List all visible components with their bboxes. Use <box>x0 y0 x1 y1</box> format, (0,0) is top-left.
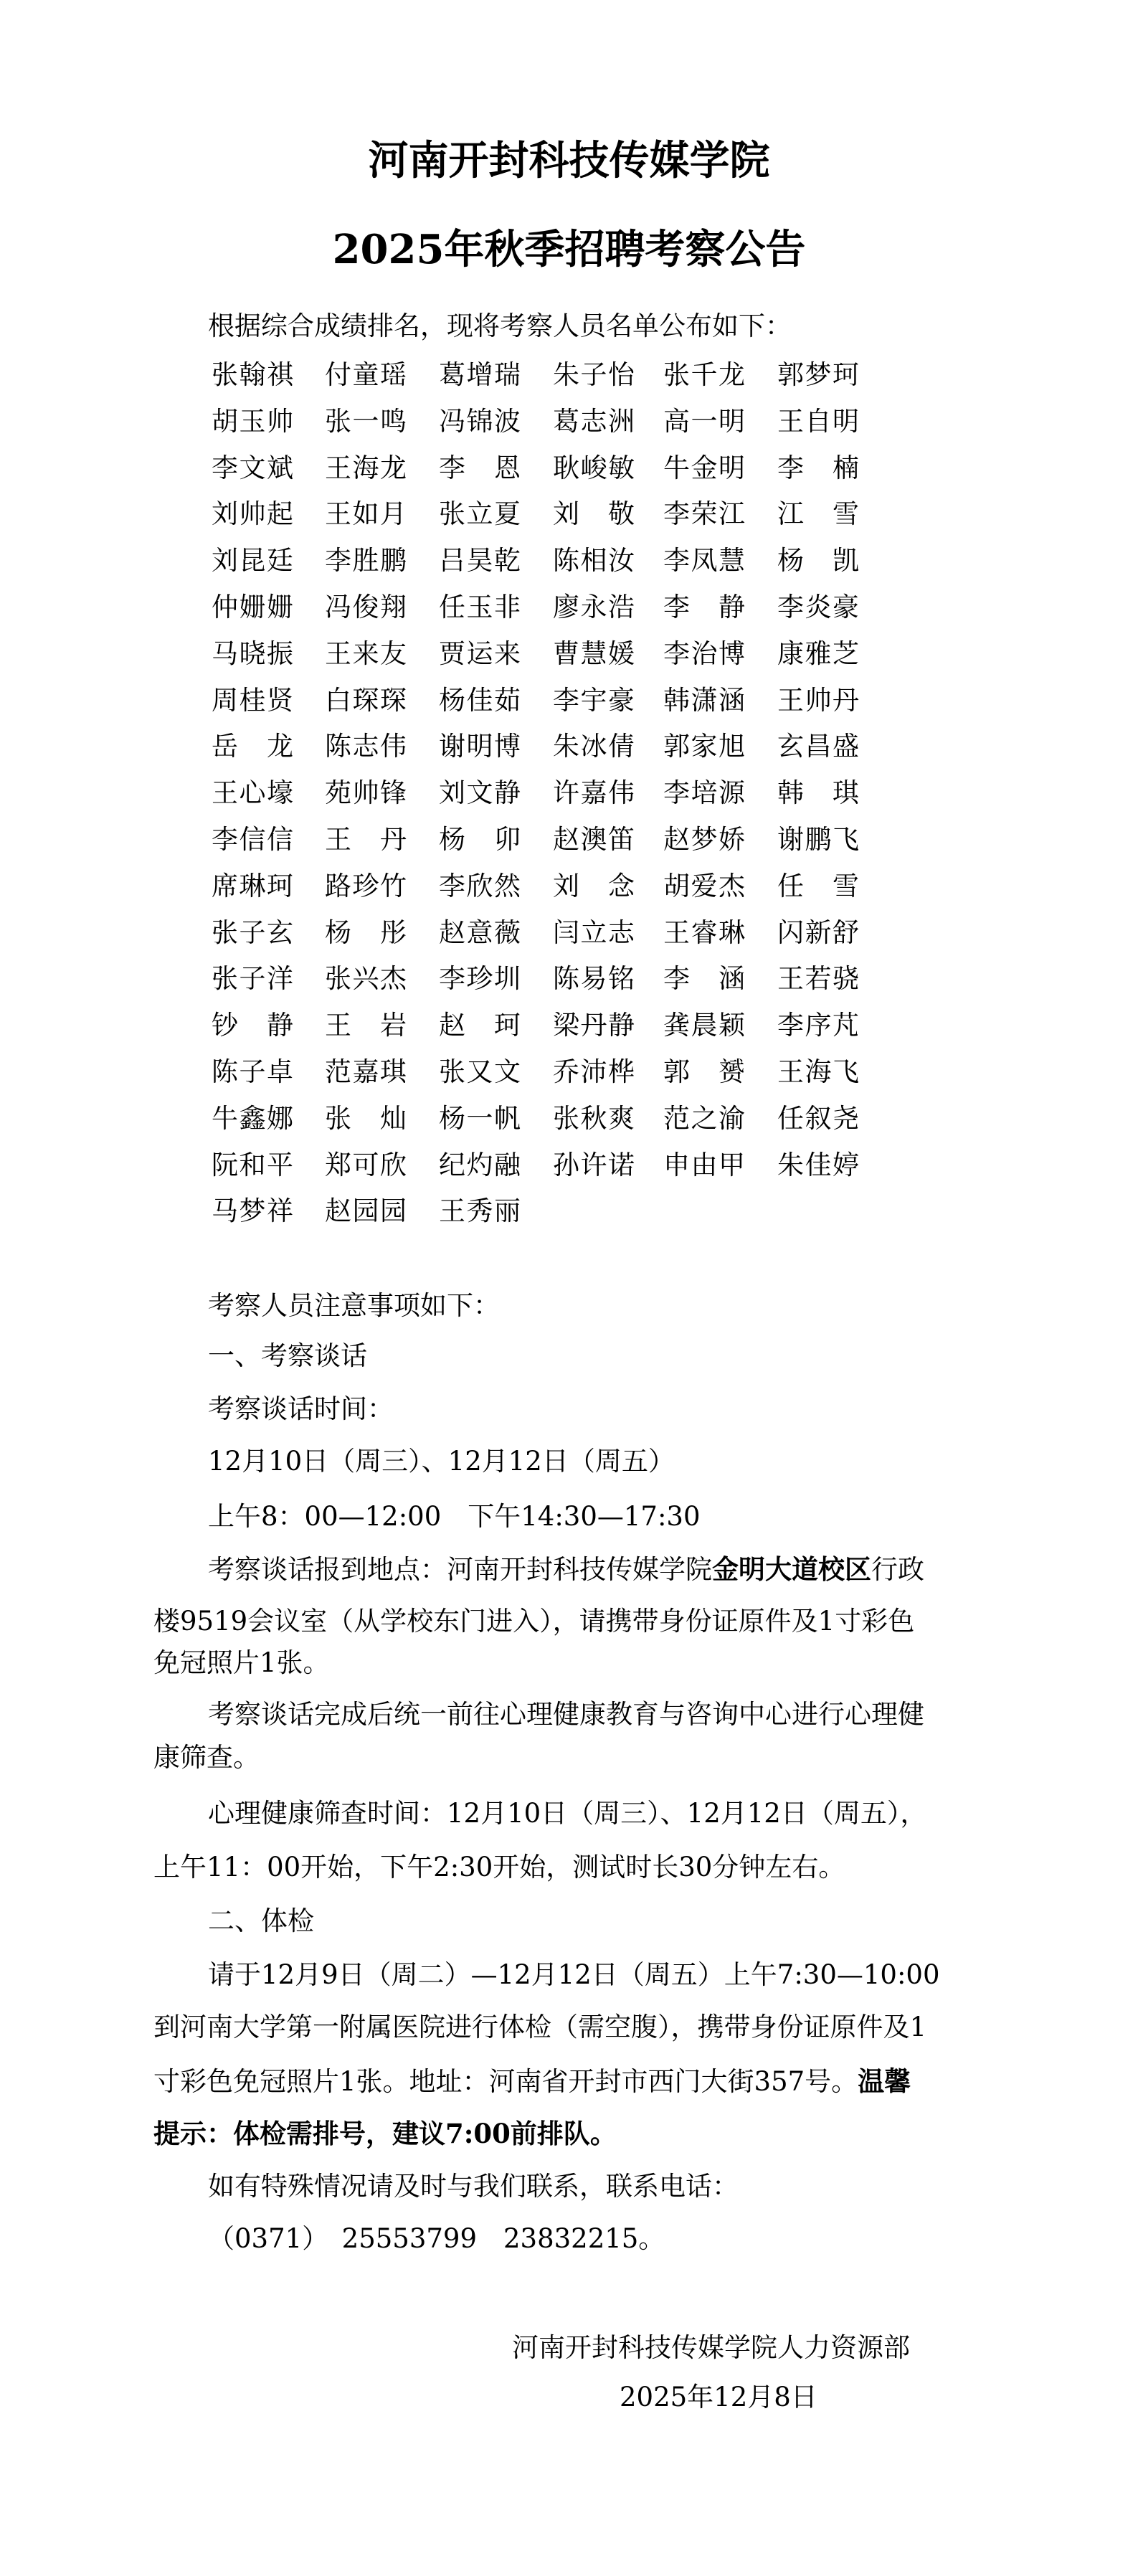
candidate-name: 马晓振 <box>212 638 293 669</box>
candidate-name: 付童瑶 <box>325 359 407 390</box>
candidate-name: 刘昆廷 <box>212 545 293 577</box>
candidate-name: 任 雪 <box>777 870 859 901</box>
location-text: 考察谈话报到地点：河南开封科技传媒学院 <box>208 1554 712 1585</box>
candidate-name: 李 静 <box>663 592 745 622</box>
candidate-name: 杨一帆 <box>439 1102 521 1134</box>
candidate-name: 孙许诺 <box>553 1149 635 1180</box>
candidate-name: 康雅芝 <box>777 638 859 669</box>
candidate-name: 龚晨颖 <box>663 1010 745 1041</box>
candidate-name: 郭梦珂 <box>777 359 859 390</box>
section-2-heading: 二、体检 <box>208 1905 314 1936</box>
interview-location-line1 <box>208 1553 924 1585</box>
candidate-name: 许嘉伟 <box>553 777 635 809</box>
candidate-name: 李荣江 <box>663 498 745 530</box>
medical-exam-line2: 到河南大学第一附属医院进行体检（需空腹），携带身份证原件及1 <box>153 2012 927 2042</box>
candidate-name: 贾运来 <box>439 638 521 669</box>
candidate-name: 苑帅锋 <box>325 777 407 809</box>
interview-dates: 12月10日（周三）、12月12日（周五） <box>208 1446 675 1477</box>
candidate-name: 刘帅起 <box>212 498 293 530</box>
psych-time-line2: 上午11：00开始，下午2:30开始，测试时长30分钟左右。 <box>153 1852 845 1883</box>
candidate-name: 韩潇涵 <box>663 684 745 716</box>
candidate-name: 陈子卓 <box>212 1056 293 1087</box>
candidate-name: 陈志伟 <box>325 731 407 762</box>
candidate-name: 王帅丹 <box>777 684 859 716</box>
candidate-name: 阮和平 <box>212 1149 293 1180</box>
interview-location-line3: 免冠照片1张。 <box>153 1647 330 1678</box>
candidate-name: 杨佳茹 <box>439 684 521 716</box>
interview-location-line2: 楼9519会议室（从学校东门进入），请携带身份证原件及1寸彩色 <box>153 1606 915 1637</box>
candidate-name: 张子玄 <box>212 917 293 948</box>
candidate-name: 赵 珂 <box>439 1010 521 1041</box>
candidate-name: 李凤慧 <box>663 545 745 577</box>
signature-date: 2025年12月8日 <box>620 2382 817 2412</box>
candidate-name: 刘 念 <box>553 870 635 901</box>
candidate-name: 刘 敬 <box>553 498 635 530</box>
candidate-name: 郭 赟 <box>663 1056 745 1087</box>
candidate-name: 梁丹静 <box>553 1010 635 1041</box>
psych-screening-line1: 考察谈话完成后统一前往心理健康教育与咨询中心进行心理健 <box>208 1699 924 1730</box>
candidate-name: 谢鹏飞 <box>777 824 859 855</box>
candidate-name: 冯锦波 <box>439 405 521 437</box>
candidate-name: 杨 凯 <box>777 545 859 577</box>
candidate-name: 张一鸣 <box>325 405 407 437</box>
candidate-name: 王海龙 <box>325 452 407 483</box>
candidate-name: 韩 琪 <box>777 777 859 809</box>
psych-screening-line2: 康筛查。 <box>153 1742 260 1773</box>
document-subtitle: 2025年秋季招聘考察公告 <box>332 226 806 273</box>
candidate-name: 李培源 <box>663 777 745 809</box>
signature-department: 河南开封科技传媒学院人力资源部 <box>512 2332 910 2363</box>
candidate-name: 席琳珂 <box>212 870 293 901</box>
notes-heading: 考察人员注意事项如下： <box>208 1290 500 1321</box>
candidate-name: 赵梦娇 <box>663 824 745 855</box>
candidate-name: 仲姗姗 <box>212 592 293 622</box>
candidate-name: 张兴杰 <box>325 963 407 995</box>
candidate-name: 王 丹 <box>325 824 407 855</box>
candidate-name: 冯俊翔 <box>325 592 407 622</box>
candidate-name: 张子洋 <box>212 963 293 995</box>
candidate-name: 任叙尧 <box>777 1102 859 1134</box>
candidate-name: 李 恩 <box>439 452 521 483</box>
candidate-name: 胡玉帅 <box>212 405 293 437</box>
candidate-name: 葛增瑞 <box>439 359 521 390</box>
candidate-name: 高一明 <box>663 405 745 437</box>
candidate-name: 赵澳笛 <box>553 824 635 855</box>
medical-exam-line3 <box>153 2065 911 2097</box>
interview-hours: 上午8：00—12:00 下午14:30—17:30 <box>208 1501 701 1532</box>
document-title: 河南开封科技传媒学院 <box>368 137 770 184</box>
candidate-name: 葛志洲 <box>553 405 635 437</box>
candidate-name: 王海飞 <box>777 1056 859 1087</box>
candidate-name: 牛鑫娜 <box>212 1102 293 1134</box>
candidate-name: 钞 静 <box>212 1010 293 1041</box>
candidate-name: 范之渝 <box>663 1102 745 1134</box>
candidate-name: 陈易铭 <box>553 963 635 995</box>
candidate-name: 任玉非 <box>439 592 521 622</box>
candidate-name: 赵园园 <box>325 1195 407 1227</box>
candidate-name: 曹慧媛 <box>553 638 635 669</box>
candidate-name: 李文斌 <box>212 452 293 483</box>
candidate-name: 张翰祺 <box>212 359 293 390</box>
contact-line: 如有特殊情况请及时与我们联系，联系电话： <box>208 2171 739 2202</box>
candidate-name: 李炎豪 <box>777 592 859 622</box>
candidate-name: 李宇豪 <box>553 684 635 716</box>
candidate-name: 玄昌盛 <box>777 731 859 762</box>
contact-phones: （0371） 25553799 23832215。 <box>208 2223 665 2254</box>
address-text: 寸彩色免冠照片1张。地址：河南省开封市西门大街357号。 <box>153 2066 858 2097</box>
candidate-name: 马梦祥 <box>212 1195 293 1227</box>
candidate-name: 路珍竹 <box>325 870 407 901</box>
candidate-name: 闫立志 <box>553 917 635 948</box>
candidate-name: 赵意薇 <box>439 917 521 948</box>
campus-name: 金明大道校区 <box>712 1553 871 1585</box>
candidate-name: 江 雪 <box>777 498 859 530</box>
candidate-name: 王来友 <box>325 638 407 669</box>
medical-exam-line1: 请于12月9日（周二）—12月12日（周五）上午7:30—10:00 <box>208 1959 940 1990</box>
candidate-name: 张立夏 <box>439 498 521 530</box>
candidate-name: 李治博 <box>663 638 745 669</box>
candidate-name: 王秀丽 <box>439 1195 521 1227</box>
candidate-name: 王若骁 <box>777 963 859 995</box>
candidate-name: 牛金明 <box>663 452 745 483</box>
interview-time-label: 考察谈话时间： <box>208 1393 394 1424</box>
candidate-name: 李 楠 <box>777 452 859 483</box>
candidate-name: 陈相汝 <box>553 545 635 577</box>
candidate-name: 张秋爽 <box>553 1102 635 1134</box>
candidate-name: 吕昊乾 <box>439 545 521 577</box>
candidate-name: 纪灼融 <box>439 1149 521 1180</box>
section-1-heading: 一、考察谈话 <box>208 1340 367 1371</box>
candidate-name: 范嘉琪 <box>325 1056 407 1087</box>
candidate-name: 郑可欣 <box>325 1149 407 1180</box>
candidate-name: 李信信 <box>212 824 293 855</box>
candidate-name: 申由甲 <box>663 1149 745 1180</box>
reminder-label: 温馨 <box>858 2065 911 2097</box>
candidate-name: 王自明 <box>777 405 859 437</box>
candidate-name: 谢明博 <box>439 731 521 762</box>
candidate-name: 张又文 <box>439 1056 521 1087</box>
candidate-name: 杨 卯 <box>439 824 521 855</box>
candidate-name: 朱子怡 <box>553 359 635 390</box>
candidate-name: 闪新舒 <box>777 917 859 948</box>
candidate-name: 李胜鹏 <box>325 545 407 577</box>
candidate-name: 张千龙 <box>663 359 745 390</box>
reminder-text: 提示：体检需排号，建议7:00前排队。 <box>153 2118 617 2149</box>
candidate-name: 胡爱杰 <box>663 870 745 901</box>
candidate-name: 刘文静 <box>439 777 521 809</box>
candidate-name: 朱冰倩 <box>553 731 635 762</box>
candidate-name: 朱佳婷 <box>777 1149 859 1180</box>
candidate-name: 岳 龙 <box>212 731 293 762</box>
candidate-name: 杨 彤 <box>325 917 407 948</box>
candidate-name: 周桂贤 <box>212 684 293 716</box>
candidate-name: 耿峻敏 <box>553 452 635 483</box>
location-text-cont: 行政 <box>871 1554 924 1585</box>
candidate-name: 王心壕 <box>212 777 293 809</box>
candidate-name: 王 岩 <box>325 1010 407 1041</box>
intro-text: 根据综合成绩排名，现将考察人员名单公布如下： <box>208 311 792 341</box>
candidate-name: 王如月 <box>325 498 407 530</box>
candidate-name: 乔沛桦 <box>553 1056 635 1087</box>
psych-time-line1: 心理健康筛查时间：12月10日（周三）、12月12日（周五）， <box>208 1798 927 1829</box>
candidate-name: 李欣然 <box>439 870 521 901</box>
candidate-name: 郭家旭 <box>663 731 745 762</box>
candidate-name: 廖永浩 <box>553 592 635 622</box>
candidate-name: 白琛琛 <box>325 684 407 716</box>
candidate-name: 李序芃 <box>777 1010 859 1041</box>
candidate-name: 李 涵 <box>663 963 745 995</box>
candidate-name: 张 灿 <box>325 1102 407 1134</box>
candidate-name: 王睿琳 <box>663 917 745 948</box>
candidate-name: 李珍圳 <box>439 963 521 995</box>
